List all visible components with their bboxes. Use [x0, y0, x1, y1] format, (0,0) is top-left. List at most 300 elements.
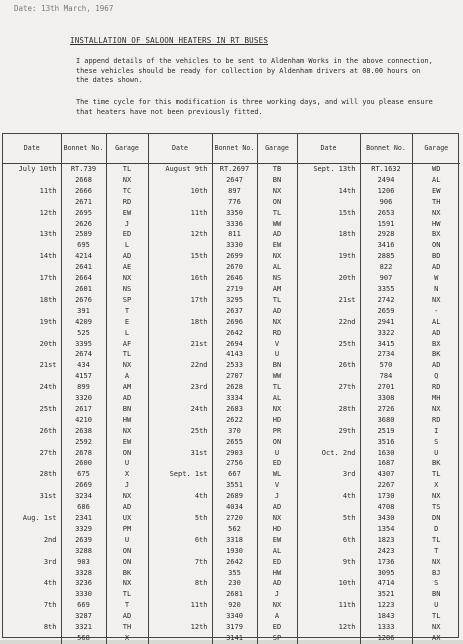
table-cell: RD — [432, 415, 441, 424]
table-cell: 21st — [297, 295, 360, 306]
table-cell: 669 — [61, 600, 106, 611]
table-cell: Aug. 1st — [3, 513, 61, 524]
column-header: Garage — [412, 134, 460, 164]
table-cell: 3rd — [3, 557, 61, 568]
table-cell: AD — [257, 306, 297, 317]
table-cell: NS — [257, 273, 297, 284]
table-row — [3, 524, 460, 535]
table-cell: 3328 — [61, 568, 106, 579]
table-cell: 2720 — [212, 513, 257, 524]
table-cell: 16th — [148, 273, 212, 284]
table-cell: HW — [106, 415, 148, 426]
table-cell: A — [257, 611, 297, 622]
table-cell: 2694 — [212, 339, 257, 350]
table-cell: WD — [432, 165, 441, 173]
table-cell: 2267 — [360, 480, 412, 491]
table-cell: 2928 — [360, 229, 412, 240]
table-cell — [148, 524, 212, 535]
table-cell: ED — [257, 557, 297, 568]
table-cell: 3516 — [360, 437, 412, 448]
table-cell — [297, 306, 360, 317]
table-cell: 525 — [61, 328, 106, 339]
table-cell: T — [434, 546, 439, 555]
table-body — [3, 164, 460, 644]
table-cell: 2592 — [61, 437, 106, 448]
column-header: Garage — [106, 134, 148, 164]
table-cell: NX — [106, 426, 148, 437]
table-row — [3, 186, 460, 197]
table-cell: W — [434, 274, 439, 283]
table-row — [3, 349, 460, 360]
table-row — [3, 513, 460, 524]
table-cell: TS — [432, 503, 441, 512]
table-cell: PR — [257, 426, 297, 437]
table-row — [3, 448, 460, 459]
table-row — [3, 535, 460, 546]
table-cell: 4708 — [360, 502, 412, 513]
table-cell: WW — [257, 219, 297, 230]
table-row — [3, 546, 460, 557]
table-cell: U — [257, 349, 297, 360]
table-cell: 4157 — [61, 371, 106, 382]
table-cell — [148, 546, 212, 557]
table-cell: 3329 — [61, 524, 106, 535]
table-cell: 776 — [212, 197, 257, 208]
table-cell: 2681 — [212, 589, 257, 600]
table-cell: 2674 — [61, 349, 106, 360]
table-cell: 3179 — [212, 622, 257, 633]
table-cell — [297, 633, 360, 644]
table-cell: 2641 — [61, 262, 106, 273]
table-cell: BJ — [432, 568, 441, 577]
table-cell — [297, 480, 360, 491]
table-cell: 2742 — [360, 295, 412, 306]
table-cell: AD — [432, 361, 441, 370]
table-cell — [148, 262, 212, 273]
table-cell: 2601 — [61, 284, 106, 295]
table-cell: 2885 — [360, 251, 412, 262]
table-cell: AD — [106, 251, 148, 262]
table-cell: V — [257, 480, 297, 491]
table-cell: 1843 — [360, 611, 412, 622]
table-cell: 2734 — [360, 349, 412, 360]
table-cell: 3330 — [212, 240, 257, 251]
table-cell: 2668 — [61, 175, 106, 186]
table-cell: 391 — [61, 306, 106, 317]
table-cell: AM — [106, 382, 148, 393]
table-cell: TL — [106, 349, 148, 360]
table-cell: ED — [257, 622, 297, 633]
table-cell — [148, 393, 212, 404]
table-row — [3, 219, 460, 230]
table-row — [3, 164, 460, 175]
table-cell: ON — [257, 437, 297, 448]
table-cell: J — [257, 491, 297, 502]
table-cell: BN — [106, 404, 148, 415]
table-row — [3, 317, 460, 328]
table-cell — [3, 284, 61, 295]
table-cell: 897 — [212, 186, 257, 197]
table-cell: BN — [257, 175, 297, 186]
table-cell: 4307 — [360, 469, 412, 480]
table-cell: 2941 — [360, 317, 412, 328]
table-cell: NX — [432, 623, 441, 632]
table-cell: 1730 — [360, 491, 412, 502]
table-cell: BK — [432, 459, 441, 468]
document-date: Date: 13th March, 1967 — [14, 4, 114, 13]
table-cell: AL — [432, 175, 441, 184]
table-cell: 24th — [148, 404, 212, 415]
table-cell: 784 — [360, 371, 412, 382]
table-cell: TL — [257, 295, 297, 306]
table-cell — [3, 633, 61, 644]
table-cell: 2647 — [212, 175, 257, 186]
table-cell: 570 — [360, 360, 412, 371]
table-row — [3, 175, 460, 186]
table-row — [3, 557, 460, 568]
table-cell: AD — [106, 502, 148, 513]
table-cell: 2646 — [212, 273, 257, 284]
table-row — [3, 568, 460, 579]
table-cell: 4th — [3, 578, 61, 589]
table-cell: 24th — [3, 382, 61, 393]
table-cell: 27th — [297, 382, 360, 393]
table-cell: 3308 — [360, 393, 412, 404]
table-cell: HW — [257, 568, 297, 579]
table-cell: I — [434, 426, 439, 435]
table-cell — [297, 415, 360, 426]
table-cell: 20th — [3, 339, 61, 350]
table-cell: 3318 — [212, 535, 257, 546]
table-cell: 19th — [3, 317, 61, 328]
table-cell — [297, 284, 360, 295]
table-cell — [297, 349, 360, 360]
table-cell — [148, 371, 212, 382]
table-cell: 695 — [61, 240, 106, 251]
table-cell: 2637 — [212, 306, 257, 317]
table-row — [3, 622, 460, 633]
table-cell: 907 — [360, 273, 412, 284]
table-cell: EW — [432, 186, 441, 195]
table-cell: 899 — [61, 382, 106, 393]
table-cell: TL — [432, 535, 441, 544]
table-cell: 2nd — [3, 535, 61, 546]
table-cell: 3350 — [212, 208, 257, 219]
table-cell — [297, 219, 360, 230]
table-cell: L — [106, 328, 148, 339]
table-cell: 13th — [3, 229, 61, 240]
table-cell: 2519 — [360, 426, 412, 437]
table-cell: 822 — [360, 262, 412, 273]
table-cell — [148, 175, 212, 186]
table-cell: 5th — [297, 513, 360, 524]
schedule-table — [3, 134, 460, 644]
table-cell — [297, 328, 360, 339]
table-cell: NX — [106, 578, 148, 589]
table-cell: AD — [106, 393, 148, 404]
table-cell: X — [106, 469, 148, 480]
table-cell: 3236 — [61, 578, 106, 589]
table-cell — [3, 589, 61, 600]
table-cell: - — [434, 306, 439, 315]
table-cell: 3288 — [61, 546, 106, 557]
table-cell: 675 — [61, 469, 106, 480]
table-cell: 9th — [297, 557, 360, 568]
table-cell: 27th — [3, 448, 61, 459]
table-cell: 2628 — [212, 382, 257, 393]
table-cell — [297, 197, 360, 208]
table-cell: ON — [106, 557, 148, 568]
table-cell: 3355 — [360, 284, 412, 295]
table-cell: 3095 — [360, 568, 412, 579]
table-cell: 3330 — [61, 589, 106, 600]
table-cell — [148, 197, 212, 208]
table-cell: BN — [432, 590, 441, 599]
table-cell: TH — [432, 197, 441, 206]
table-cell: J — [106, 219, 148, 230]
table-cell: 1333 — [360, 622, 412, 633]
table-cell: BD — [432, 252, 441, 261]
table-cell: 3234 — [61, 491, 106, 502]
table-cell — [297, 393, 360, 404]
table-row — [3, 284, 460, 295]
table-cell: 4210 — [61, 415, 106, 426]
table-cell: U — [106, 535, 148, 546]
table-cell: 1823 — [360, 535, 412, 546]
table-cell: 2669 — [61, 480, 106, 491]
table-cell: D — [434, 524, 439, 533]
table-cell: AL — [257, 262, 297, 273]
table-row — [3, 458, 460, 469]
table-cell: 370 — [212, 426, 257, 437]
table-cell: WW — [257, 371, 297, 382]
table-cell: NX — [106, 175, 148, 186]
document-title: INSTALLATION OF SALOON HEATERS IN RT BUSES — [70, 36, 269, 45]
table-cell: U — [106, 458, 148, 469]
table-cell: 11th — [148, 208, 212, 219]
table-cell: 8th — [3, 622, 61, 633]
column-header: Bonnet No. — [360, 134, 412, 164]
table-cell: Oct. 2nd — [297, 448, 360, 459]
table-cell: 3322 — [360, 328, 412, 339]
time-cycle-paragraph: The time cycle for this modification is three working days, and will you please ensure that heaters have not been previously fitted. — [76, 98, 433, 116]
table-cell: 14th — [3, 251, 61, 262]
table-cell: 903 — [61, 557, 106, 568]
table-cell: EW — [106, 437, 148, 448]
table-row — [3, 404, 460, 415]
table-cell — [297, 458, 360, 469]
table-cell: 26th — [297, 360, 360, 371]
table-row — [3, 295, 460, 306]
table-cell: HW — [432, 219, 441, 228]
table-cell: 10th — [297, 578, 360, 589]
table-cell: 1736 — [360, 557, 412, 568]
table-cell: 6th — [148, 535, 212, 546]
table-cell: 3551 — [212, 480, 257, 491]
table-cell: 2617 — [61, 404, 106, 415]
column-header: Garage — [257, 134, 297, 164]
table-cell: 2664 — [61, 273, 106, 284]
table-row — [3, 262, 460, 273]
table-cell: TL — [106, 589, 148, 600]
table-cell — [3, 262, 61, 273]
table-cell: Q — [434, 372, 439, 381]
table-cell: BX — [432, 339, 441, 348]
table-cell: NX — [257, 186, 297, 197]
table-cell: 3rd — [297, 469, 360, 480]
table-cell — [148, 589, 212, 600]
table-row — [3, 578, 460, 589]
table-cell: 2639 — [61, 535, 106, 546]
table-row — [3, 197, 460, 208]
table-row — [3, 426, 460, 437]
table-cell: AL — [432, 317, 441, 326]
table-cell: 2701 — [360, 382, 412, 393]
table-cell: ON — [106, 448, 148, 459]
table-cell: 23rd — [148, 382, 212, 393]
table-cell: EW — [257, 535, 297, 546]
table-cell: 28th — [3, 469, 61, 480]
table-cell: U — [434, 448, 439, 457]
table-cell: 1223 — [360, 600, 412, 611]
table-cell — [3, 458, 61, 469]
table-cell: 2638 — [61, 426, 106, 437]
table-cell: 3295 — [212, 295, 257, 306]
table-cell: AE — [106, 262, 148, 273]
table-cell: MH — [432, 394, 441, 403]
table-row — [3, 491, 460, 502]
table-cell: T — [106, 600, 148, 611]
table-cell: S — [434, 579, 439, 588]
table-cell: 4714 — [360, 578, 412, 589]
table-cell — [148, 284, 212, 295]
table-cell: HD — [257, 524, 297, 535]
table-cell: NS — [106, 284, 148, 295]
table-cell: 2671 — [61, 197, 106, 208]
table-cell — [3, 437, 61, 448]
table-cell — [3, 611, 61, 622]
table-cell: TC — [106, 186, 148, 197]
table-cell: 2678 — [61, 448, 106, 459]
table-cell — [148, 458, 212, 469]
table-cell: 3334 — [212, 393, 257, 404]
table-cell: 920 — [212, 600, 257, 611]
table-cell: NX — [432, 492, 441, 501]
table-cell: SP — [106, 295, 148, 306]
table-cell: 2695 — [61, 208, 106, 219]
table-cell: SP — [257, 633, 297, 644]
schedule-table-frame — [2, 133, 459, 642]
table-row — [3, 437, 460, 448]
table-cell: AD — [432, 328, 441, 337]
table-cell: Sept. 13th — [297, 164, 360, 175]
table-cell: 25th — [3, 404, 61, 415]
table-cell: 11th — [3, 186, 61, 197]
table-cell: 1630 — [360, 448, 412, 459]
table-cell: 2622 — [212, 415, 257, 426]
table-cell: L — [106, 240, 148, 251]
table-cell — [148, 306, 212, 317]
table-cell — [148, 349, 212, 360]
table-cell: 811 — [212, 229, 257, 240]
table-cell: 906 — [360, 197, 412, 208]
table-cell: 3521 — [360, 589, 412, 600]
table-cell — [3, 349, 61, 360]
table-cell: 4143 — [212, 349, 257, 360]
table-cell: ON — [257, 197, 297, 208]
table-row — [3, 339, 460, 350]
table-cell: 15th — [148, 251, 212, 262]
table-cell: 2653 — [360, 208, 412, 219]
table-row — [3, 251, 460, 262]
table-cell: AL — [257, 546, 297, 557]
table-cell: 230 — [212, 578, 257, 589]
table-cell — [297, 502, 360, 513]
table-cell: AD — [257, 502, 297, 513]
table-cell: 1930 — [212, 546, 257, 557]
table-cell: 17th — [3, 273, 61, 284]
table-cell: BK — [432, 350, 441, 359]
table-cell: 3340 — [212, 611, 257, 622]
table-cell: UX — [106, 513, 148, 524]
table-cell: X — [106, 633, 148, 644]
table-cell — [3, 371, 61, 382]
table-cell: V — [257, 339, 297, 350]
table-cell: 1354 — [360, 524, 412, 535]
table-cell: U — [434, 601, 439, 610]
table-cell: AL — [257, 393, 297, 404]
table-cell: RT.2697 — [212, 164, 257, 175]
table-cell — [3, 328, 61, 339]
table-cell: 22nd — [148, 360, 212, 371]
table-cell — [3, 502, 61, 513]
table-cell: 2699 — [212, 251, 257, 262]
table-cell: 17th — [148, 295, 212, 306]
table-cell — [297, 524, 360, 535]
table-cell: T — [106, 306, 148, 317]
table-cell: NX — [257, 600, 297, 611]
table-cell: 3141 — [212, 633, 257, 644]
table-cell: 2642 — [212, 557, 257, 568]
table-cell: 2726 — [360, 404, 412, 415]
table-cell: 12th — [148, 622, 212, 633]
table-cell: S — [434, 437, 439, 446]
table-cell: 7th — [148, 557, 212, 568]
table-cell — [148, 480, 212, 491]
table-cell: 2903 — [212, 448, 257, 459]
table-cell: 4th — [297, 491, 360, 502]
table-row — [3, 360, 460, 371]
table-cell: 1687 — [360, 458, 412, 469]
table-cell — [3, 415, 61, 426]
table-cell — [3, 240, 61, 251]
table-cell: 11th — [148, 600, 212, 611]
table-cell: RT.739 — [61, 164, 106, 175]
table-cell: 2670 — [212, 262, 257, 273]
table-cell: 1206 — [360, 186, 412, 197]
table-cell: TL — [257, 382, 297, 393]
table-cell: NX — [257, 513, 297, 524]
table-row — [3, 469, 460, 480]
table-cell: TL — [106, 164, 148, 175]
table-cell: 12th — [148, 229, 212, 240]
table-cell — [297, 437, 360, 448]
table-cell: 5th — [148, 513, 212, 524]
table-cell — [148, 611, 212, 622]
table-cell: 2707 — [212, 371, 257, 382]
table-cell: EW — [257, 240, 297, 251]
table-cell: 1286 — [360, 633, 412, 644]
